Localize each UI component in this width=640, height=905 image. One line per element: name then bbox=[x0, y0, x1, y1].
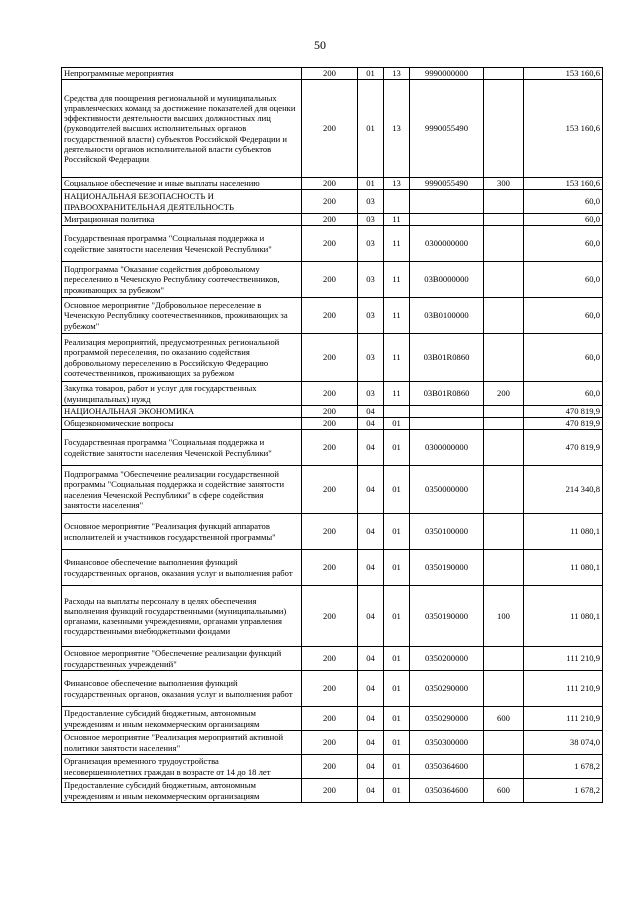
row-razdel: 04 bbox=[358, 755, 384, 779]
row-amount: 60,0 bbox=[524, 190, 603, 214]
row-expense-type bbox=[484, 430, 524, 466]
row-podrazdel: 13 bbox=[384, 80, 410, 178]
row-razdel: 04 bbox=[358, 647, 384, 671]
row-name: НАЦИОНАЛЬНАЯ ЭКОНОМИКА bbox=[62, 406, 302, 418]
table-row bbox=[62, 334, 603, 382]
row-razdel: 04 bbox=[358, 514, 384, 550]
row-glava: 200 bbox=[302, 226, 358, 262]
table-row bbox=[62, 178, 603, 190]
row-name: Социальное обеспечение и иные выплаты населению bbox=[62, 178, 302, 190]
row-target-article: 0350364600 bbox=[410, 755, 484, 779]
row-razdel: 01 bbox=[358, 178, 384, 190]
row-razdel: 03 bbox=[358, 226, 384, 262]
row-razdel: 01 bbox=[358, 68, 384, 80]
row-razdel: 04 bbox=[358, 731, 384, 755]
row-glava: 200 bbox=[302, 298, 358, 334]
row-name: Непрограммные мероприятия bbox=[62, 68, 302, 80]
table-row bbox=[62, 430, 603, 466]
row-amount: 1 678,2 bbox=[524, 779, 603, 803]
row-podrazdel: 11 bbox=[384, 334, 410, 382]
row-expense-type bbox=[484, 671, 524, 707]
page-number: 50 bbox=[314, 38, 326, 52]
row-target-article: 0300000000 bbox=[410, 226, 484, 262]
row-target-article: 9990055490 bbox=[410, 178, 484, 190]
row-target-article: 0350100000 bbox=[410, 514, 484, 550]
row-glava: 200 bbox=[302, 731, 358, 755]
row-glava: 200 bbox=[302, 406, 358, 418]
row-glava: 200 bbox=[302, 671, 358, 707]
row-amount: 11 080,1 bbox=[524, 586, 603, 647]
row-expense-type bbox=[484, 298, 524, 334]
row-amount: 470 819,9 bbox=[524, 406, 603, 418]
table-row bbox=[62, 466, 603, 514]
row-expense-type bbox=[484, 731, 524, 755]
row-target-article: 0350200000 bbox=[410, 647, 484, 671]
row-expense-type bbox=[484, 334, 524, 382]
row-expense-type: 600 bbox=[484, 779, 524, 803]
row-razdel: 04 bbox=[358, 466, 384, 514]
row-glava: 200 bbox=[302, 382, 358, 406]
row-expense-type: 200 bbox=[484, 382, 524, 406]
table-row bbox=[62, 68, 603, 80]
row-podrazdel: 01 bbox=[384, 731, 410, 755]
table-row bbox=[62, 382, 603, 406]
row-razdel: 03 bbox=[358, 298, 384, 334]
row-name: Организация временного трудоустройства несовершеннолетних граждан в возрасте от 14 до 18 лет bbox=[62, 755, 302, 779]
table-row bbox=[62, 755, 603, 779]
row-name: Средства для поощрения региональной и муниципальных управленческих команд за достижение показателей для оценки эффективности деятельности высших должностных лиц (руководителей высших исполнительных органов государственной власти) субъектов Российской Федерации и деятельности органов исполнительной власти субъектов Российской Федерации bbox=[62, 80, 302, 178]
row-amount: 153 160,6 bbox=[524, 178, 603, 190]
row-name: Реализация мероприятий, предусмотренных региональной программой переселения, по оказанию содействия добровольному переселению в Российскую Федерацию соотечественников, проживающих за рубежом bbox=[62, 334, 302, 382]
table-row bbox=[62, 671, 603, 707]
row-name: Финансовое обеспечение выполнения функций государственных органов, оказания услуг и выполнения работ bbox=[62, 671, 302, 707]
row-razdel: 04 bbox=[358, 418, 384, 430]
row-amount: 60,0 bbox=[524, 226, 603, 262]
row-podrazdel: 11 bbox=[384, 298, 410, 334]
table-row bbox=[62, 779, 603, 803]
row-expense-type bbox=[484, 80, 524, 178]
table-row bbox=[62, 514, 603, 550]
row-amount: 470 819,9 bbox=[524, 430, 603, 466]
row-razdel: 04 bbox=[358, 671, 384, 707]
budget-table bbox=[61, 67, 603, 803]
row-amount: 60,0 bbox=[524, 334, 603, 382]
row-podrazdel: 01 bbox=[384, 514, 410, 550]
row-target-article: 0350300000 bbox=[410, 731, 484, 755]
table-row bbox=[62, 731, 603, 755]
row-target-article: 0350290000 bbox=[410, 707, 484, 731]
table-body bbox=[62, 68, 603, 803]
row-target-article bbox=[410, 406, 484, 418]
row-podrazdel: 01 bbox=[384, 418, 410, 430]
row-podrazdel: 01 bbox=[384, 671, 410, 707]
row-glava: 200 bbox=[302, 418, 358, 430]
row-amount: 11 080,1 bbox=[524, 550, 603, 586]
row-podrazdel bbox=[384, 190, 410, 214]
row-expense-type bbox=[484, 68, 524, 80]
row-target-article: 0350364600 bbox=[410, 779, 484, 803]
row-glava: 200 bbox=[302, 586, 358, 647]
row-name: Основное мероприятие "Обеспечение реализации функций государственных учреждений" bbox=[62, 647, 302, 671]
table-row bbox=[62, 550, 603, 586]
row-glava: 200 bbox=[302, 80, 358, 178]
row-amount: 60,0 bbox=[524, 214, 603, 226]
row-name: Закупка товаров, работ и услуг для государственных (муниципальных) нужд bbox=[62, 382, 302, 406]
row-name: Миграционная политика bbox=[62, 214, 302, 226]
row-podrazdel: 01 bbox=[384, 430, 410, 466]
row-razdel: 04 bbox=[358, 406, 384, 418]
row-name: Государственная программа "Социальная поддержка и содействие занятости населения Чеченской Республики" bbox=[62, 430, 302, 466]
row-expense-type bbox=[484, 514, 524, 550]
row-podrazdel: 01 bbox=[384, 779, 410, 803]
row-amount: 60,0 bbox=[524, 262, 603, 298]
row-podrazdel bbox=[384, 406, 410, 418]
row-expense-type bbox=[484, 406, 524, 418]
row-target-article: 0350290000 bbox=[410, 671, 484, 707]
table-row bbox=[62, 80, 603, 178]
row-amount: 38 074,0 bbox=[524, 731, 603, 755]
row-podrazdel: 11 bbox=[384, 262, 410, 298]
row-name: Расходы на выплаты персоналу в целях обеспечения выполнения функций государственными (муниципальными) органами, казенными учреждениями, органами управления государственными внебюджетными фондами bbox=[62, 586, 302, 647]
row-expense-type bbox=[484, 190, 524, 214]
row-expense-type: 300 bbox=[484, 178, 524, 190]
row-amount: 214 340,8 bbox=[524, 466, 603, 514]
row-razdel: 03 bbox=[358, 382, 384, 406]
row-expense-type bbox=[484, 418, 524, 430]
row-target-article: 0350190000 bbox=[410, 550, 484, 586]
row-expense-type bbox=[484, 647, 524, 671]
row-name: Основное мероприятие "Реализация мероприятий активной политики занятости населения" bbox=[62, 731, 302, 755]
row-razdel: 03 bbox=[358, 214, 384, 226]
table-row bbox=[62, 214, 603, 226]
row-amount: 60,0 bbox=[524, 298, 603, 334]
row-podrazdel: 01 bbox=[384, 647, 410, 671]
row-amount: 153 160,6 bbox=[524, 80, 603, 178]
row-podrazdel: 11 bbox=[384, 226, 410, 262]
row-target-article: 9990000000 bbox=[410, 68, 484, 80]
row-glava: 200 bbox=[302, 178, 358, 190]
row-podrazdel: 01 bbox=[384, 707, 410, 731]
table-row bbox=[62, 190, 603, 214]
table-row bbox=[62, 298, 603, 334]
table-row bbox=[62, 262, 603, 298]
row-amount: 111 210,9 bbox=[524, 671, 603, 707]
table-row bbox=[62, 418, 603, 430]
row-target-article: 03В0000000 bbox=[410, 262, 484, 298]
row-expense-type bbox=[484, 755, 524, 779]
row-target-article: 03В01R0860 bbox=[410, 334, 484, 382]
row-razdel: 04 bbox=[358, 707, 384, 731]
row-podrazdel: 01 bbox=[384, 586, 410, 647]
row-amount: 60,0 bbox=[524, 382, 603, 406]
row-razdel: 03 bbox=[358, 190, 384, 214]
row-target-article: 9990055490 bbox=[410, 80, 484, 178]
row-glava: 200 bbox=[302, 262, 358, 298]
row-glava: 200 bbox=[302, 68, 358, 80]
table-row bbox=[62, 707, 603, 731]
row-glava: 200 bbox=[302, 550, 358, 586]
row-podrazdel: 11 bbox=[384, 382, 410, 406]
table-row bbox=[62, 586, 603, 647]
row-amount: 111 210,9 bbox=[524, 707, 603, 731]
row-name: Предоставление субсидий бюджетным, автономным учреждениям и иным некоммерческим организациям bbox=[62, 707, 302, 731]
row-razdel: 03 bbox=[358, 334, 384, 382]
table-row bbox=[62, 406, 603, 418]
row-glava: 200 bbox=[302, 514, 358, 550]
row-podrazdel: 01 bbox=[384, 550, 410, 586]
row-razdel: 04 bbox=[358, 779, 384, 803]
row-amount: 153 160,6 bbox=[524, 68, 603, 80]
row-name: Основное мероприятие "Добровольное переселение в Чеченскую Республику соотечественников, проживающих за рубежом" bbox=[62, 298, 302, 334]
row-target-article: 03В0100000 bbox=[410, 298, 484, 334]
row-name: Подпрограмма "Обеспечение реализации государственной программы "Социальная поддержка и содействие занятости населения Чеченской Республики" в сфере содействия занятости населения" bbox=[62, 466, 302, 514]
row-target-article bbox=[410, 418, 484, 430]
row-amount: 111 210,9 bbox=[524, 647, 603, 671]
table-row bbox=[62, 647, 603, 671]
row-expense-type bbox=[484, 466, 524, 514]
row-name: Государственная программа "Социальная поддержка и содействие занятости населения Чеченской Республики" bbox=[62, 226, 302, 262]
row-amount: 11 080,1 bbox=[524, 514, 603, 550]
row-target-article: 03В01R0860 bbox=[410, 382, 484, 406]
row-target-article: 0350000000 bbox=[410, 466, 484, 514]
row-podrazdel: 01 bbox=[384, 466, 410, 514]
row-glava: 200 bbox=[302, 755, 358, 779]
row-name: Подпрограмма "Оказание содействия добровольному переселению в Чеченскую Республику соотечественников, проживающих за рубежом" bbox=[62, 262, 302, 298]
row-glava: 200 bbox=[302, 430, 358, 466]
row-glava: 200 bbox=[302, 334, 358, 382]
row-razdel: 04 bbox=[358, 550, 384, 586]
row-glava: 200 bbox=[302, 647, 358, 671]
row-name: Основное мероприятие "Реализация функций аппаратов исполнителей и участников государственной программы" bbox=[62, 514, 302, 550]
row-amount: 1 678,2 bbox=[524, 755, 603, 779]
row-razdel: 04 bbox=[358, 586, 384, 647]
row-podrazdel: 01 bbox=[384, 755, 410, 779]
row-glava: 200 bbox=[302, 190, 358, 214]
row-name: Финансовое обеспечение выполнения функций государственных органов, оказания услуг и выполнения работ bbox=[62, 550, 302, 586]
row-name: Общеэкономические вопросы bbox=[62, 418, 302, 430]
table-row bbox=[62, 226, 603, 262]
row-glava: 200 bbox=[302, 466, 358, 514]
row-target-article bbox=[410, 190, 484, 214]
row-expense-type bbox=[484, 214, 524, 226]
row-podrazdel: 11 bbox=[384, 214, 410, 226]
row-expense-type: 100 bbox=[484, 586, 524, 647]
row-target-article: 0300000000 bbox=[410, 430, 484, 466]
row-expense-type bbox=[484, 550, 524, 586]
row-razdel: 01 bbox=[358, 80, 384, 178]
row-expense-type bbox=[484, 226, 524, 262]
row-target-article: 0350190000 bbox=[410, 586, 484, 647]
row-glava: 200 bbox=[302, 779, 358, 803]
row-expense-type bbox=[484, 262, 524, 298]
row-podrazdel: 13 bbox=[384, 178, 410, 190]
row-name: НАЦИОНАЛЬНАЯ БЕЗОПАСНОСТЬ И ПРАВООХРАНИТЕЛЬНАЯ ДЕЯТЕЛЬНОСТЬ bbox=[62, 190, 302, 214]
row-podrazdel: 13 bbox=[384, 68, 410, 80]
row-glava: 200 bbox=[302, 214, 358, 226]
row-expense-type: 600 bbox=[484, 707, 524, 731]
row-glava: 200 bbox=[302, 707, 358, 731]
row-razdel: 04 bbox=[358, 430, 384, 466]
row-target-article bbox=[410, 214, 484, 226]
row-razdel: 03 bbox=[358, 262, 384, 298]
row-amount: 470 819,9 bbox=[524, 418, 603, 430]
row-name: Предоставление субсидий бюджетным, автономным учреждениям и иным некоммерческим организациям bbox=[62, 779, 302, 803]
